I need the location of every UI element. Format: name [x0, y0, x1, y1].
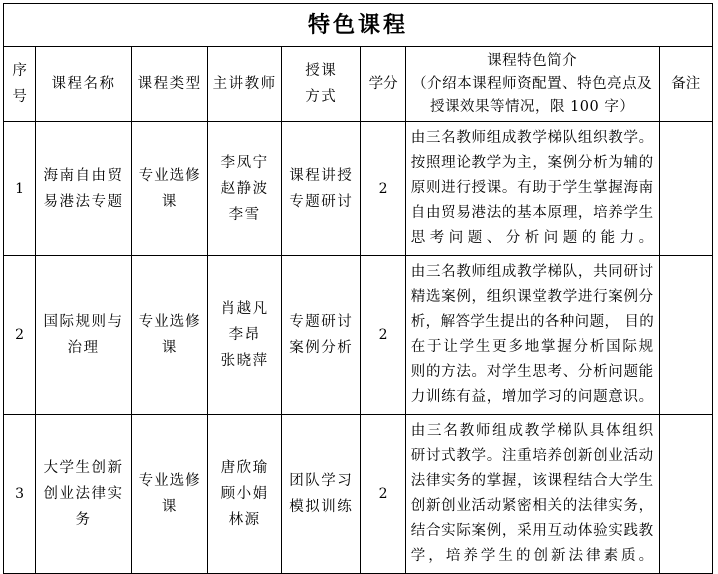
cell-remark: [659, 122, 712, 256]
cell-description-line: 由三名教师组成教学梯队具体组织: [410, 423, 654, 439]
cell-course-name: [36, 122, 132, 256]
cell-course-type: 专业选修课: [131, 256, 208, 415]
cell-method-line: 专题研讨: [289, 193, 354, 210]
column-header-intro-sub-line1: （介绍本课程师资配置、特色亮点及: [412, 75, 653, 92]
cell-method: [281, 122, 361, 256]
cell-method-line: 案例分析: [289, 340, 354, 356]
column-header-method-line1: 授课: [305, 63, 338, 79]
cell-description-line: 由三名教师组成教学梯队组织教学。: [410, 130, 654, 146]
cell-description-line: 析，解答学生提出的各种问题， 目的: [410, 314, 655, 330]
cell-description-line: 在于让学生更多地掌握分析国际规: [410, 339, 654, 355]
cell-index: 3: [4, 415, 36, 574]
cell-course-name-line: 易港法专题: [43, 193, 124, 210]
cell-method-line: 团队学习: [289, 473, 354, 489]
cell-course-name-line: 治理: [67, 340, 100, 356]
table-row: [4, 122, 713, 256]
cell-credit: 2: [361, 122, 405, 256]
cell-teacher-line: 顾小娟: [220, 486, 269, 502]
course-table: [3, 3, 713, 574]
cell-course-name-line: 大学生创新: [43, 460, 124, 476]
cell-course-name-line: 国际规则与: [43, 314, 124, 330]
column-header-intro-main: 课程特色简介: [487, 52, 578, 69]
cell-index: 1: [4, 122, 36, 256]
cell-description-line: 力训练有益，增加学习的问题意识。: [410, 389, 654, 405]
cell-description: [405, 415, 659, 574]
cell-teacher-line: 张晓萍: [220, 353, 269, 369]
cell-description-line: 法律实务的掌握，该课程结合大学生: [410, 473, 654, 489]
column-header-credit: 学分: [361, 47, 405, 122]
cell-description-line: 自由贸易港法的基本原理，培养学生: [410, 205, 654, 221]
cell-credit: 2: [361, 415, 405, 574]
cell-course-name: [36, 415, 132, 574]
column-header-index-line2: 号: [12, 89, 27, 105]
column-header-index: [4, 47, 36, 122]
cell-description-line: 原则进行授课。有助于学生掌握海南: [410, 180, 654, 196]
column-header-method-line2: 方式: [305, 89, 338, 105]
cell-teacher-line: 李雪: [228, 206, 261, 223]
cell-course-name: [36, 256, 132, 415]
cell-method-line: 模拟训练: [289, 499, 354, 515]
cell-remark: [659, 256, 712, 415]
cell-course-type: 专业选修课: [131, 415, 208, 574]
cell-teacher-line: 肖越凡: [220, 301, 269, 317]
cell-description-line: 研讨式教学。注重培养创新创业活动: [410, 448, 654, 464]
cell-description-line: 学，培养学生的创新法律素质。: [410, 548, 654, 564]
cell-description-line: 精选案例，组织课堂教学进行案例分: [410, 289, 654, 305]
cell-method: [281, 415, 361, 574]
cell-method: [281, 256, 361, 415]
table-row: [4, 415, 713, 574]
cell-teacher-line: 李凤宁: [220, 154, 269, 171]
cell-description-line: 结合实际案例，采用互动体验实践教: [410, 523, 654, 539]
cell-method-line: 课程讲授: [289, 167, 354, 184]
cell-description-line: 创新创业活动紧密相关的法律实务，: [410, 498, 654, 514]
cell-course-name-line: 务: [75, 512, 92, 528]
cell-teacher: [208, 256, 282, 415]
cell-teacher-line: 林源: [228, 512, 261, 528]
cell-remark: [659, 415, 712, 574]
document-title: 特色课程: [4, 4, 713, 47]
column-header-remark: 备注: [659, 47, 712, 122]
column-header-method: [281, 47, 361, 122]
cell-course-name-line: 创业法律实: [43, 486, 124, 502]
cell-teacher-line: 李昂: [228, 327, 261, 343]
column-header-course-name: 课程名称: [36, 47, 132, 122]
cell-index: 2: [4, 256, 36, 415]
cell-description-line: 思考问题、分析问题的能力。: [410, 230, 654, 246]
cell-teacher: [208, 415, 282, 574]
cell-description: [405, 122, 659, 256]
cell-method-line: 专题研讨: [289, 314, 354, 330]
cell-description-line: 由三名教师组成教学梯队，共同研讨: [410, 264, 654, 280]
column-header-intro: [405, 47, 659, 122]
table-title-row: [4, 4, 713, 47]
column-header-teacher: 主讲教师: [208, 47, 282, 122]
cell-credit: 2: [361, 256, 405, 415]
cell-course-type: 专业选修课: [131, 122, 208, 256]
cell-description-line: 则的方法。对学生思考、分析问题能: [410, 364, 654, 380]
column-header-course-type: 课程类型: [131, 47, 208, 122]
cell-description-line: 按照理论教学为主，案例分析为辅的: [410, 155, 654, 171]
cell-teacher-line: 赵静波: [220, 180, 269, 197]
cell-description: [405, 256, 659, 415]
cell-course-name-line: 海南自由贸: [43, 167, 124, 184]
table-header-row: [4, 47, 713, 122]
column-header-intro-sub-line2: 授课效果等情况，限 100 字）: [429, 98, 635, 115]
table-row: [4, 256, 713, 415]
cell-teacher-line: 唐欣瑜: [220, 460, 269, 476]
cell-teacher: [208, 122, 282, 256]
column-header-index-line1: 序: [12, 63, 27, 79]
